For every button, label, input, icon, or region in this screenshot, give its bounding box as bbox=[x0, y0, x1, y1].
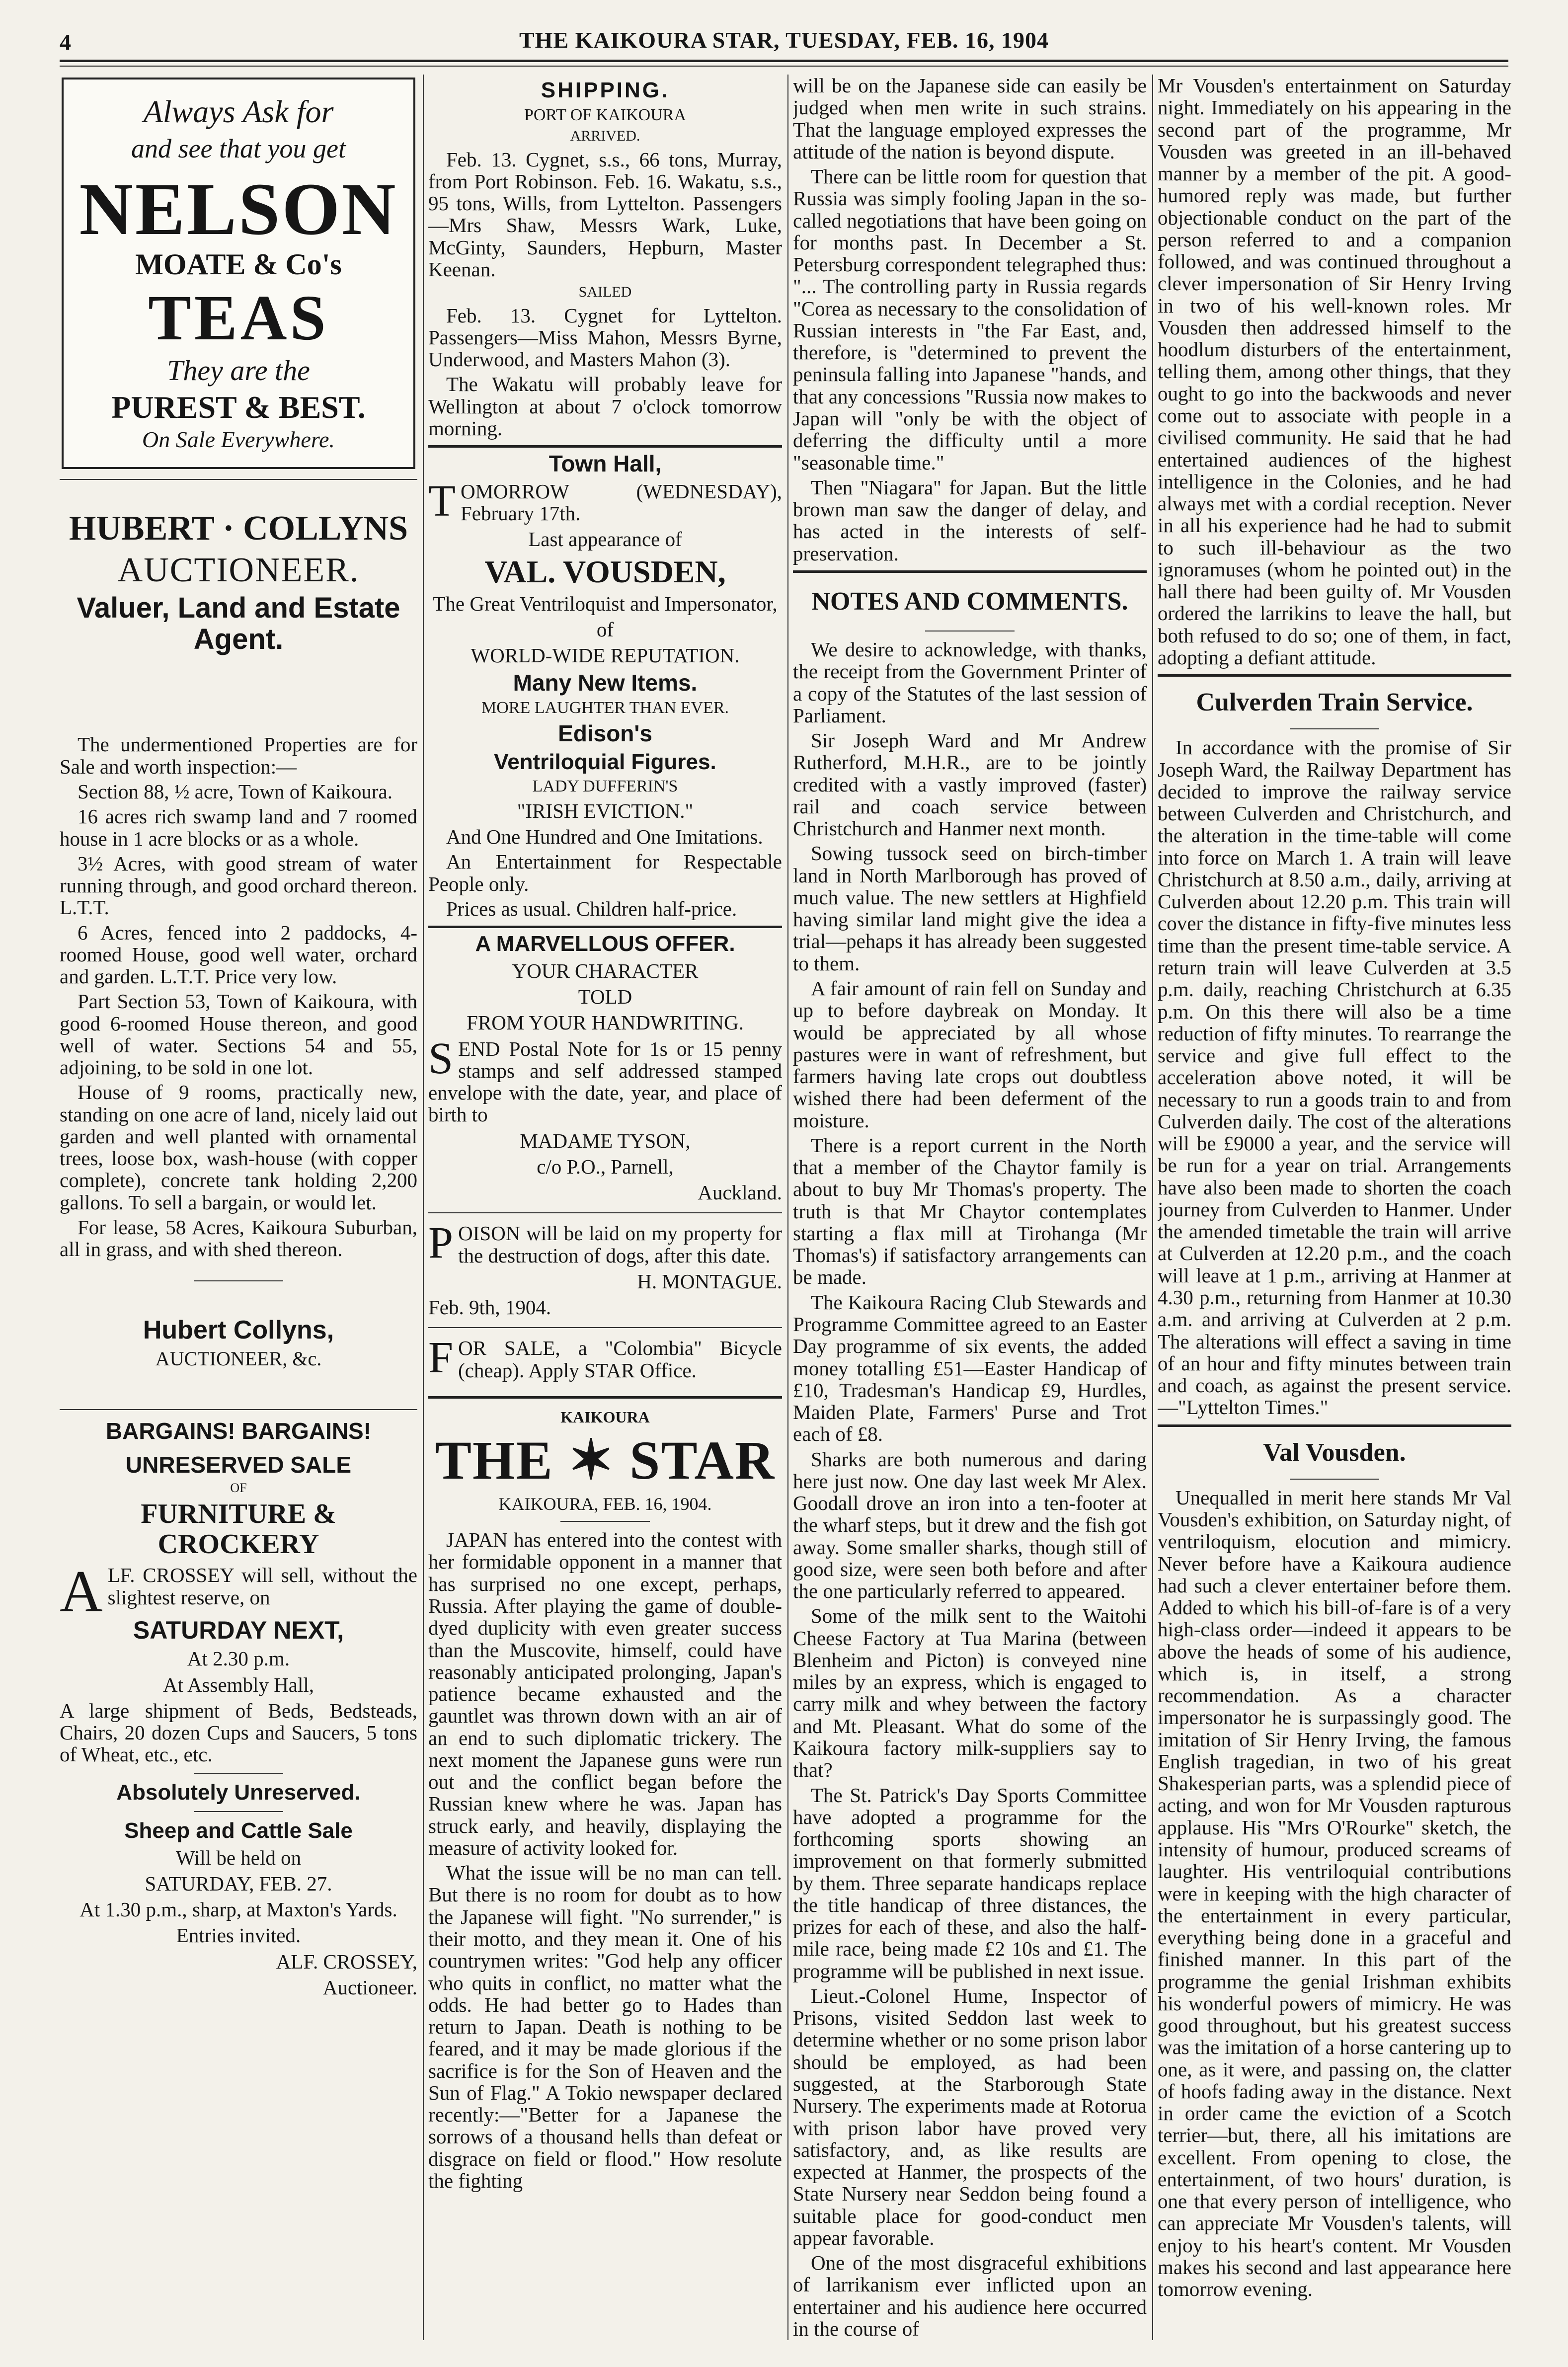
note-paragraph: There is a report current in the North that a member of the Chaytor family is about to buy Mr Thomas's property. The truth is that Mr Chaytor contemplates starting a flax mill at Tirohanga (Mr Thomas's) if satisfactory arrangements can be made. bbox=[793, 1133, 1147, 1289]
handwriting-label: FROM YOUR HANDWRITING. bbox=[467, 1011, 744, 1034]
divider bbox=[194, 1773, 283, 1774]
bargains-heading: BARGAINS! BARGAINS! bbox=[105, 1418, 372, 1444]
signature-2-title: Auctioneer. bbox=[322, 1975, 417, 1999]
divider bbox=[194, 1811, 283, 1812]
tyson-address: c/o P.O., Parnell, bbox=[537, 1155, 674, 1178]
ad-line: and see that you get bbox=[131, 134, 346, 163]
train-heading: Culverden Train Service. bbox=[1196, 688, 1473, 717]
star-logo: THE ✶ STAR bbox=[435, 1429, 776, 1491]
note-paragraph: Sowing tussock seed on birch-timber land in North Marlborough has proved of much value. The new settlers at Highfield having similar land might give the idea a trial—pehaps it has already been suggested to them. bbox=[793, 842, 1147, 975]
ad-brand: NELSON bbox=[79, 168, 398, 250]
entertainment-text: An Entertainment for Respectable People only. bbox=[428, 850, 782, 895]
editorial-paragraph: There can be little room for question that Russia was simply fooling Japan in the so-called negotiations that have been going on for months past. In December a St. Petersburg correspondent telegraphed thus: "... The controlling party in Russia regards "Corea as necessary to the consolidation of Russian interests in "the Far East, and, therefore, is "determined to prevent the peninsula falling into Japanese "hands, and that any concessions "Russia now makes to Japan will "only be with the object of deferring the difficulty until a more "seasonable time." bbox=[793, 165, 1147, 474]
figures-heading: Ventriloquial Figures. bbox=[494, 749, 716, 774]
note-paragraph: The Kaikoura Racing Club Stewards and Programme Committee agreed to an Easter Day programme of six events, the added money totalling £51—Easter Handicap of £10, Tradesman's Handicap £9, Hurdles, Maiden Plate, Farmers' Purse and Trot each of £8. bbox=[793, 1290, 1147, 1446]
ad-line: They are the bbox=[167, 354, 310, 387]
ad-line: On Sale Everywhere. bbox=[142, 427, 335, 452]
poison-text: OISON will be laid on my property for the destruction of dogs, after this date. bbox=[458, 1222, 782, 1267]
divider bbox=[428, 1396, 782, 1399]
townhall-heading: Town Hall, bbox=[549, 451, 662, 477]
property-paragraph: 6 Acres, fenced into 2 paddocks, 4-roomed House, good well water, orchard and garden. L.T.T. Price very low. bbox=[60, 921, 417, 988]
editorial-paragraph: JAPAN has entered into the contest with her formidable opponent in a manner that has surprised no one except, perhaps, Russia. After playing the game of double-dyed duplicity with even greater success than the Muscovite, himself, could have reasonably anticipated prolonging, Japan's patience became exhausted and the gauntlet was thrown down with an air of an end to such diplomatic trickery. The next moment the Japanese guns were run out and the conflict began before the Russian knew where he was. Japan has struck early, and heavily, displaying the measure of activity looked for. bbox=[428, 1528, 782, 1859]
note-paragraph: A fair amount of rain fell on Sunday and up to before daybreak on Monday. It would be appreciated by all whose pastures were in want of refreshment, but farmers having late crops out doubtless wished there had been deferment of the moisture. bbox=[793, 976, 1147, 1132]
items-heading: Many New Items. bbox=[513, 669, 698, 696]
prices-text: Prices as usual. Children half-price. bbox=[446, 897, 737, 920]
divider bbox=[60, 1409, 417, 1410]
wakatu-text: The Wakatu will probably leave for Wellington at about 7 o'clock tomorrow morning. bbox=[428, 373, 782, 440]
ventriloquist-label: The Great Ventriloquist and Impersonator, bbox=[433, 592, 778, 615]
collyns-heading: HUBERT · COLLYNS bbox=[69, 509, 408, 548]
column-divider bbox=[1152, 75, 1153, 2340]
goods-text: A large shipment of Beds, Bedsteads, Chairs, 20 dozen Cups and Saucers, 5 tons of Wheat, etc., etc. bbox=[60, 1699, 417, 1766]
drop-cap: P bbox=[428, 1218, 454, 1268]
top-rule-thin bbox=[60, 66, 1508, 67]
your-character: YOUR CHARACTER bbox=[512, 959, 699, 982]
ad-line: PUREST & BEST. bbox=[111, 390, 366, 425]
property-paragraph: Part Section 53, Town of Kaikoura, with good 6-roomed House thereon, and good well of water. Sections 54 and 55, adjoining, to be sold in one lot. bbox=[60, 990, 417, 1079]
property-paragraph: 16 acres rich swamp land and 7 roomed house in 1 acre blocks or as a whole. bbox=[60, 805, 417, 850]
divider bbox=[793, 570, 1147, 573]
column-divider bbox=[423, 75, 424, 2340]
unreserved-heading: UNRESERVED SALE bbox=[125, 1451, 352, 1478]
logo-small: KAIKOURA bbox=[560, 1408, 650, 1426]
column-2 bbox=[428, 75, 782, 2340]
note-paragraph: The St. Patrick's Day Sports Committee have adopted a programme for the forthcoming sports showing an improvement on that formerly submitted by them. Three separate handicaps replace the title handicap of three distances, the prizes for each of these, and also the half-mile race, being made £2 10s and £1. The programme will be published in next issue. bbox=[793, 1783, 1147, 1982]
property-paragraph: For lease, 58 Acres, Kaikoura Suburban, all in grass, and with shed thereon. bbox=[60, 1216, 417, 1261]
val-paragraph: Unequalled in merit here stands Mr Val Vousden's exhibition, on Saturday night, of ventriloquism, elocution and mimicry. Never before have a Kaikoura audience had such a clever entertainer before them. Added to which his bill-of-fare is of a very high-class order—indeed it appears to be above the heads of some of his audience, which is, in itself, a strong recommendation. As a character impersonator he is surpassingly good. The imitation of Sir Henry Irving, the famous English tragedian, in two of his great Shakesperian parts, was a splendid piece of acting, and won for Mr Vousden rapturous applause. His "Mrs O'Rourke" sketch, the intensity of humour, produced screams of laughter. His ventriloquial contributions were in keeping with the high character of the entertainment in every particular, everything being done in a graceful and finished manner. In this part of the programme the genial Irishman exhibits his wonderful powers of mimicry. He was good throughout, but his greatest success was the imitation of a horse cantering up to one, as it were, and passing on, the clatter of hoofs fading away in the distance. Next in order came the eviction of a Scotch terrier—but, there, all his imitations are excellent. From opening to close, the entertainment, of two hours' duration, is one that every person of intelligence, who can appreciate Mr Vousden's talents, will enjoy to his heart's content. Mr Vousden makes his second and last appearance here tomorrow evening. bbox=[1158, 1486, 1511, 2301]
train-paragraph: In accordance with the promise of Sir Joseph Ward, the Railway Department has decided to improve the railway service between Culverden and Christchurch, and the alteration in the time-table will come into force on March 1. A train will leave Christchurch at 8.50 a.m., daily, arriving at Culverden about 12.20 p.m. This train will cover the distance in fifty-five minutes less time than the present time-table service. A return train will leave Culverden at 3.5 p.m. daily, reaching Christchurch at 6.35 p.m. On this there will also be a time reduction of fifty minutes. To rearrange the service and give full effect to the acceleration above noted, it will be necessary to run a goods train to and from Culverden daily. The cost of the alterations will be £9000 a year, and the service will be run for a year on trial. Arrangements have also been made to shorten the coach journey from Culverden to Hanmer. Under the amended timetable the train will arrive at Culverden at 12.20 p.m., and the coach will leave at 1 p.m., arriving at Hanmer at 4.30 p.m., returning from Hanmer at 10.30 a.m. and arriving at Culverden at 2 p.m. The alterations will effect a saving in time of an hour and fifty minutes between train and coach, as against the present service.—"Lyttelton Times." bbox=[1158, 736, 1511, 1419]
world-label: WORLD-WIDE REPUTATION. bbox=[470, 644, 740, 667]
editorial-paragraph: What the issue will be no man can tell. But there is no room for doubt as to how the Japanese will fight. "No surrender," is their motto, and they mean it. One of his countrymen writes: "God help any officer who quits in conflict, no matter what the odds. He had better go to Hades than return to Japan. Death is nothing to be feared, and it may be made glorious if the sacrifice is for the Son of Heaven and the Sun of Flag." A Tokio newspaper declared recently:—"Better for a Japanese the sorrows of a thousand hells than defeat or disgrace on field or flood." How resolute the fighting bbox=[428, 1861, 782, 2192]
signature-title: AUCTIONEER, &c. bbox=[155, 1347, 322, 1370]
note-paragraph: Some of the milk sent to the Waitohi Cheese Factory at Tua Marina (between Blenheim and Picton) is conveyed nine miles by an express, which is engaged to carry milk and whey between the factory and Mt. Pleasant. What do some of the Kaikoura factory milk-suppliers say to that? bbox=[793, 1604, 1147, 1782]
marvellous-heading: A MARVELLOUS OFFER. bbox=[475, 932, 735, 956]
poison-date: Feb. 9th, 1904. bbox=[428, 1296, 551, 1319]
montague-name: H. MONTAGUE. bbox=[637, 1269, 782, 1293]
vousden-report: Mr Vousden's entertainment on Saturday night. Immediately on his appearing in the second part of the programme, Mr Vousden was greeted in an ill-behaved manner by a member of the pit. A good-humored reply was made, but further objectionable conduct on the part of the person referred to and a companion followed, and was continued throughout a clever impersonation of Sir Henry Irving in two of his well-known roles. Mr Vousden then addressed himself to the hoodlum disturbers of the entertainment, telling them, among other things, that they ought to go into the backwoods and never come out to associate with people in a civilised community. He said that he had entertained audiences of the highest intelligence in the Colonies, and he had always met with a cordial reception. Never in all his experience had he had to submit to such ill-behaviour as the two ignoramuses (whom he pointed out) in the hall there had been guilty of. Mr Vousden ordered the larrikins to leave the hall, but both refused to do so; one of them, in fact, adopting a defiant attitude. bbox=[1158, 75, 1511, 669]
editorial-paragraph: will be on the Japanese side can easily be judged when men write in such strains. That the language employed expresses the attitude of the nation is beyond dispute. bbox=[793, 75, 1147, 163]
signature-name: Hubert Collyns, bbox=[143, 1315, 334, 1344]
ad-teas: TEAS bbox=[148, 282, 329, 354]
divider bbox=[428, 926, 782, 928]
divider bbox=[428, 1212, 782, 1213]
arrived-text: Feb. 13. Cygnet, s.s., 66 tons, Murray, from Port Robinson. Feb. 16. Wakatu, s.s., 95 tons, Wills, from Lyttelton. Passengers—Mrs Shaw, Messrs Wark, Luke, McGinty, Saunders, Hepburn, Master Keenan. bbox=[428, 148, 782, 281]
more-laughter: MORE LAUGHTER THAN EVER. bbox=[481, 699, 729, 717]
edisons-heading: Edison's bbox=[558, 720, 652, 746]
shipping-heading: SHIPPING. bbox=[541, 78, 670, 102]
sale-date: SATURDAY, FEB. 27. bbox=[145, 1872, 332, 1895]
ad-line: MOATE & Co's bbox=[135, 248, 342, 281]
sheep-heading: Sheep and Cattle Sale bbox=[124, 1818, 353, 1843]
divider bbox=[428, 1327, 782, 1328]
drop-cap: F bbox=[428, 1333, 454, 1383]
property-paragraph: House of 9 rooms, practically new, standing on one acre of land, nicely laid out garden and well planted with ornamental trees, loose box, wash-house (with copper complete), concrete tank holding 2,200 gallons. To sell a bargain, or would let. bbox=[60, 1081, 417, 1214]
tyson-name: MADAME TYSON, bbox=[520, 1129, 691, 1152]
sailed-text: Feb. 13. Cygnet for Lyttelton. Passengers—Miss Mahon, Messrs Byrne, Underwood, and Masters Mahon (3). bbox=[428, 304, 782, 371]
drop-cap: S bbox=[428, 1033, 454, 1083]
note-paragraph: One of the most disgraceful exhibitions of larrikanism ever inflicted upon an entertainer and his audience here occurred in the course of bbox=[793, 2251, 1147, 2340]
editorial-paragraph: Then "Niagara" for Japan. But the little brown man saw the danger of delay, and has acted in the interests of self-preservation. bbox=[793, 475, 1147, 565]
divider bbox=[1290, 1479, 1379, 1480]
val-heading: Val Vousden. bbox=[1263, 1438, 1406, 1467]
hundred-text: And One Hundred and One Imitations. bbox=[446, 825, 763, 849]
column-1 bbox=[60, 75, 417, 2340]
dateline: KAIKOURA, FEB. 16, 1904. bbox=[498, 1494, 712, 1514]
note-paragraph: Sharks are both numerous and daring here just now. One day last week Mr Alex. Goodall drove an iron into a ten-footer at the wharf steps, but it drew and the fish got away. Some smaller sharks, though still of good size, were seen both before and after the one particularly referred to appeared. bbox=[793, 1447, 1147, 1603]
crossey-text: LF. CROSSEY will sell, without the slightest reserve, on bbox=[107, 1564, 417, 1609]
divider bbox=[1158, 674, 1511, 677]
furniture-heading: FURNITURE & CROCKERY bbox=[141, 1499, 336, 1560]
sale-place: At Assembly Hall, bbox=[162, 1673, 314, 1696]
tyson-city: Auckland. bbox=[698, 1181, 782, 1204]
divider bbox=[194, 1280, 283, 1281]
divider bbox=[428, 445, 782, 448]
page-title: THE KAIKOURA STAR, TUESDAY, FEB. 16, 1904 bbox=[519, 27, 1049, 53]
last-appearance: Last appearance of bbox=[528, 528, 682, 551]
top-rule bbox=[60, 60, 1508, 62]
send-text: END Postal Note for 1s or 15 penny stamps and self addressed stamped envelope with the date, year, and place of birth to bbox=[428, 1037, 782, 1126]
drop-cap: T bbox=[428, 476, 456, 526]
divider bbox=[1158, 1424, 1511, 1427]
column-3 bbox=[793, 75, 1147, 2340]
column-4 bbox=[1158, 75, 1511, 2340]
page-number: 4 bbox=[60, 29, 71, 55]
port-label: PORT OF KAIKOURA bbox=[524, 105, 687, 124]
absolutely-heading: Absolutely Unreserved. bbox=[116, 1780, 361, 1805]
divider bbox=[560, 1521, 650, 1522]
note-paragraph: Sir Joseph Ward and Mr Andrew Rutherford, M.H.R., are to be jointly credited with a vastly improved (faster) rail and coach service between Christchurch and Hanmer next month. bbox=[793, 729, 1147, 840]
told-label: TOLD bbox=[578, 985, 632, 1008]
entries-text: Entries invited. bbox=[176, 1924, 301, 1947]
held-text: Will be held on bbox=[175, 1846, 302, 1869]
notes-heading: NOTES AND COMMENTS. bbox=[811, 587, 1128, 616]
note-paragraph: Lieut.-Colonel Hume, Inspector of Prisons, visited Seddon last week to determine whether or no some prison labor should be employed, as had been suggested, at the Starborough State Nursery. The experiments made at Rotorua with prison labor have proved very satisfactory, and, as like results are expected at Hanmer, the prospects of the State Nursery near Seddon being found a suitable place for good-conduct men appear favorable. bbox=[793, 1984, 1147, 2249]
of-label: OF bbox=[230, 1481, 247, 1496]
valuer-heading: Valuer, Land and Estate Agent. bbox=[77, 592, 400, 655]
property-paragraph: 3½ Acres, with good stream of water running through, and good orchard thereon. L.T.T. bbox=[60, 852, 417, 919]
note-paragraph: We desire to acknowledge, with thanks, the receipt from the Government Printer of a copy of the Statutes of the last session of Parliament. bbox=[793, 638, 1147, 727]
lady-dufferin: LADY DUFFERIN'S bbox=[532, 777, 678, 796]
sailed-label: SAILED bbox=[578, 284, 632, 301]
vousden-name: VAL. VOUSDEN, bbox=[484, 553, 726, 589]
sale-time-2: At 1.30 p.m., sharp, at Maxton's Yards. bbox=[79, 1898, 397, 1921]
column-divider bbox=[787, 75, 788, 2340]
forsale-text: OR SALE, a "Colombia" Bicycle (cheap). Apply STAR Office. bbox=[458, 1337, 782, 1382]
irish-eviction: "IRISH EVICTION." bbox=[517, 799, 694, 822]
property-paragraph: The undermentioned Properties are for Sale and worth inspection:— bbox=[60, 733, 417, 778]
sale-time: At 2.30 p.m. bbox=[187, 1647, 290, 1670]
property-paragraph: Section 88, ½ acre, Town of Kaikoura. bbox=[78, 780, 392, 803]
drop-cap: A bbox=[60, 1558, 103, 1625]
masthead bbox=[60, 20, 1508, 55]
ad-line: Always Ask for bbox=[143, 94, 334, 129]
divider bbox=[60, 479, 417, 480]
auctioneer-heading: AUCTIONEER. bbox=[117, 551, 360, 589]
saturday-heading: SATURDAY NEXT, bbox=[133, 1616, 344, 1645]
divider bbox=[1290, 728, 1379, 729]
arrived-label: ARRIVED. bbox=[570, 128, 640, 145]
of-label: of bbox=[596, 618, 614, 641]
tomorrow-text: OMORROW (WEDNESDAY), February 17th. bbox=[460, 479, 782, 525]
nelson-tea-advert bbox=[62, 78, 415, 469]
signature-2: ALF. CROSSEY, bbox=[276, 1950, 417, 1973]
